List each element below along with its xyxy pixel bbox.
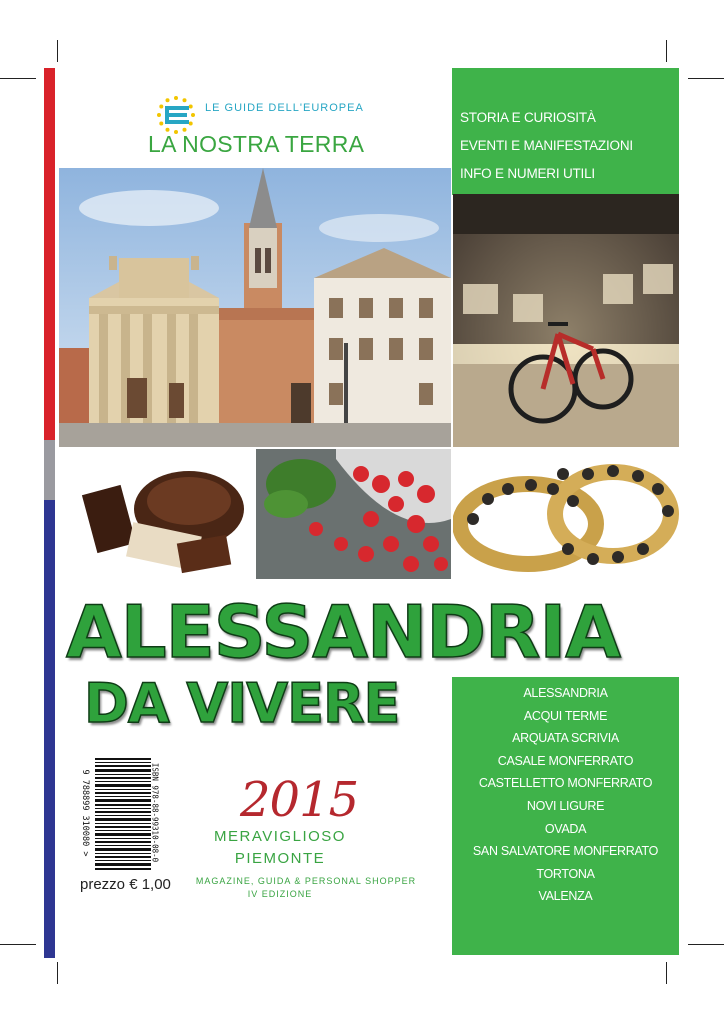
crop-mark [0, 944, 36, 945]
main-title-line2: DA VIVERE [84, 672, 400, 735]
price: prezzo € 1,00 [80, 876, 171, 893]
crop-mark [666, 40, 667, 62]
bicycle-museum-photo [453, 194, 679, 447]
section-storia: STORIA E CURIOSITÀ [460, 110, 596, 125]
spine-gray-band [44, 440, 55, 500]
brand-name: LA NOSTRA TERRA [148, 131, 365, 157]
chocolate-photo [59, 449, 254, 579]
brand-logo [156, 95, 196, 135]
edition-year: 2015 [240, 772, 359, 828]
city-item: ARQUATA SCRIVIA [512, 731, 619, 745]
edition-desc2: IV EDIZIONE [247, 889, 313, 899]
crop-mark [688, 78, 724, 79]
city-item: CASTELLETTO MONFERRATO [478, 776, 653, 790]
cathedral-photo [59, 168, 451, 447]
city-item: NOVI LIGURE [526, 799, 605, 813]
city-item: ACQUI TERME [523, 709, 608, 723]
isbn-text: ISBN 978-88-99310-08-0 [150, 762, 160, 863]
crop-mark [688, 944, 724, 945]
spine-red-edge [44, 68, 55, 480]
barcode [79, 758, 159, 870]
city-item: CASALE MONFERRATO [497, 754, 634, 768]
city-item: VALENZA [538, 889, 593, 903]
city-item: SAN SALVATORE MONFERRATO [472, 844, 659, 858]
crop-mark [666, 962, 667, 984]
section-info: INFO E NUMERI UTILI [460, 166, 595, 181]
city-item: ALESSANDRIA [523, 686, 608, 700]
barcode-digits: 9 788899 310080 > [80, 769, 90, 857]
tagline-line1: MERAVIGLIOSO [214, 828, 346, 845]
crop-mark [57, 962, 58, 984]
city-item: OVADA [544, 822, 587, 836]
city-item: TORTONA [536, 867, 595, 881]
brand-series: LE GUIDE DELL'EUROPEA [205, 102, 364, 114]
europe-stars-logo-icon [156, 95, 196, 135]
gold-rings-photo [453, 449, 679, 579]
main-title-line1: ALESSANDRIA [66, 590, 620, 674]
section-eventi: EVENTI E MANIFESTAZIONI [460, 138, 633, 153]
edition-desc1: MAGAZINE, GUIDA & PERSONAL SHOPPER [195, 876, 417, 886]
strawberries-photo [256, 449, 451, 579]
crop-mark [57, 40, 58, 62]
spine-blue-edge [44, 480, 55, 958]
tagline-line2: PIEMONTE [234, 850, 326, 867]
crop-mark [0, 78, 36, 79]
